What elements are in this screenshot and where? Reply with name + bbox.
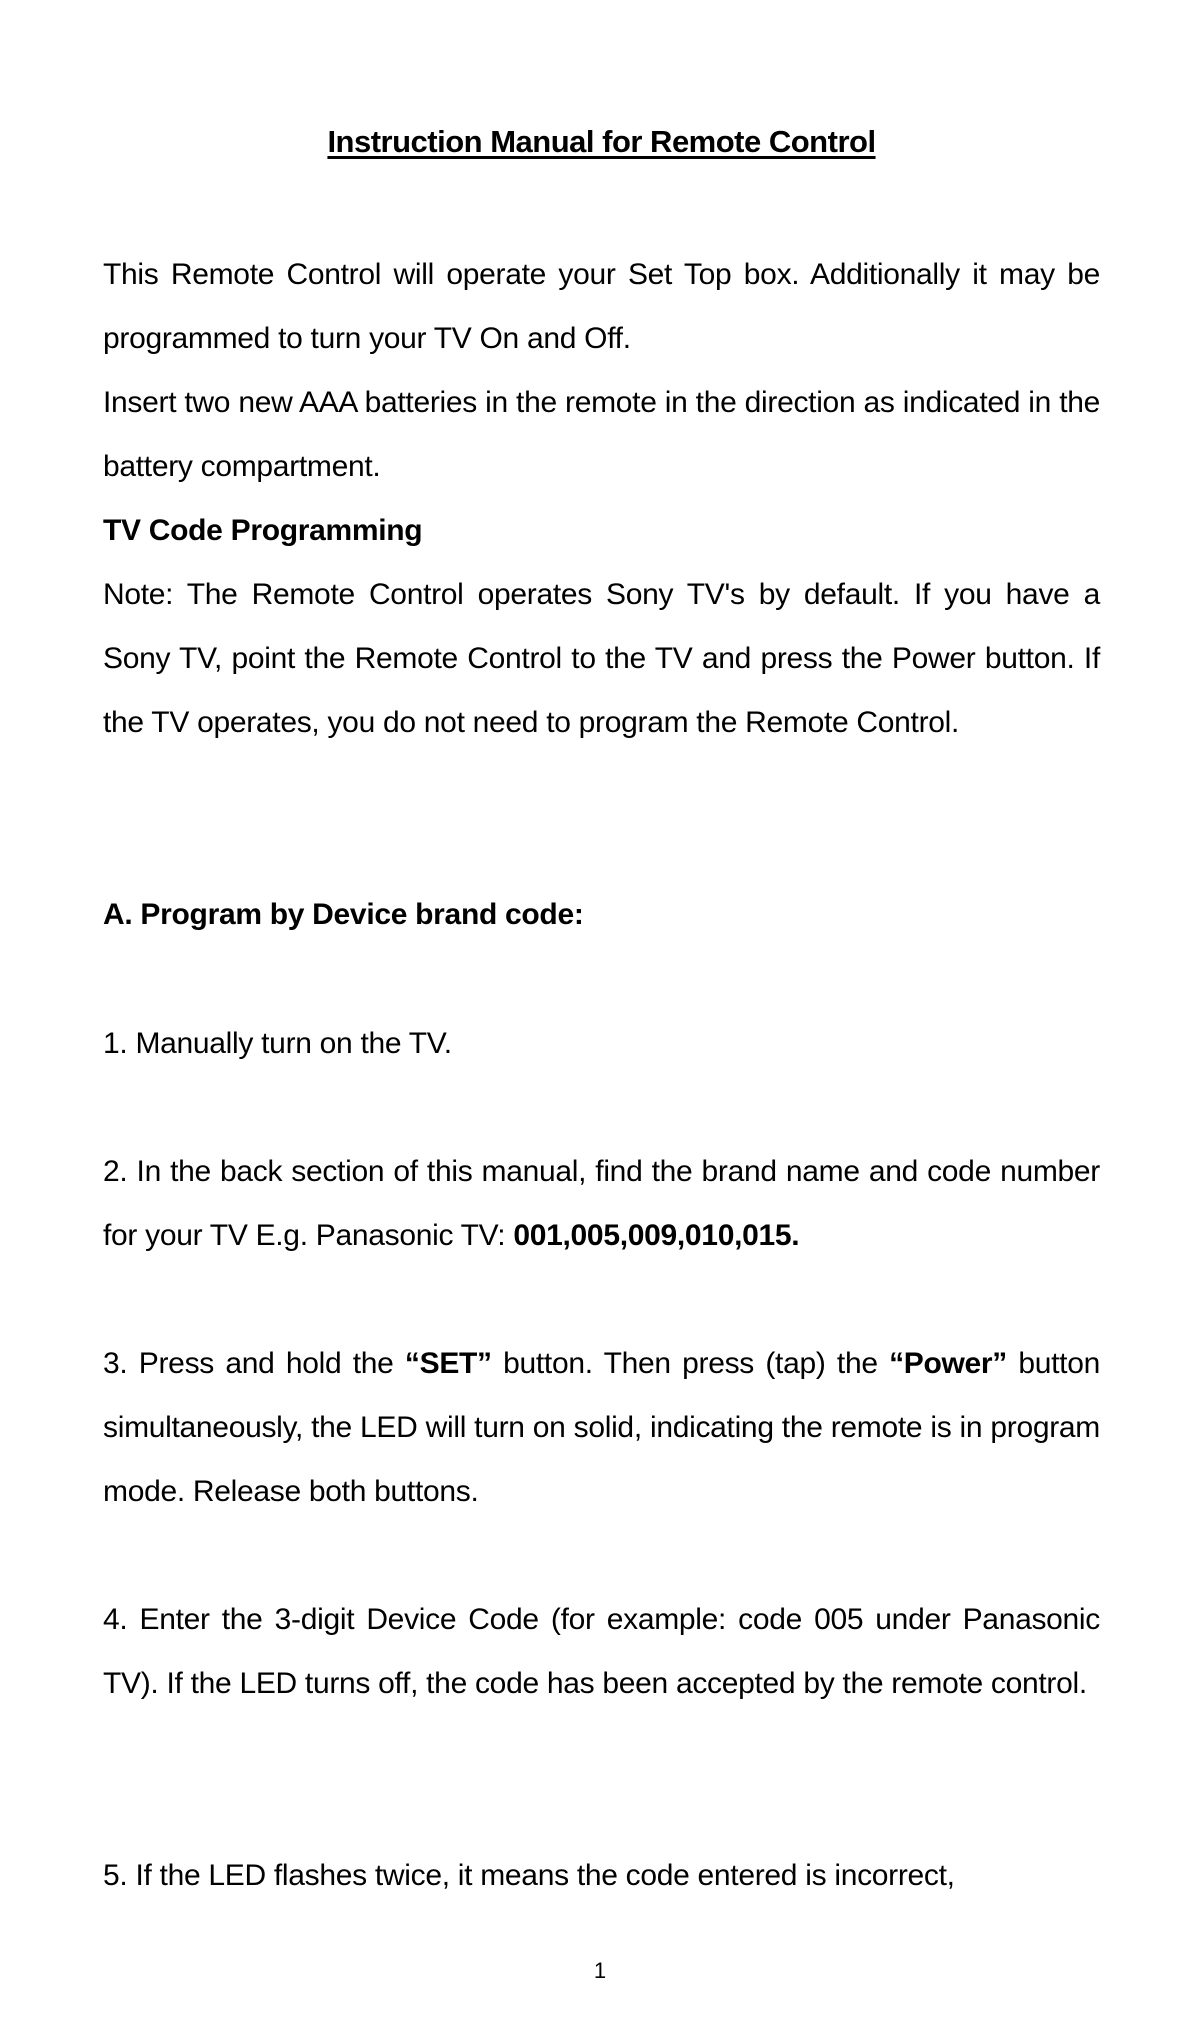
page-number: 1 xyxy=(593,1958,607,1983)
step-2 xyxy=(103,1140,1100,1268)
page-title: Instruction Manual for Remote Control xyxy=(327,124,876,159)
section-heading: TV Code Programming xyxy=(103,514,423,547)
step-3-text-c: button simultaneously, the LED will turn on solid, indicating the remote is in program mode. Release both buttons. xyxy=(103,1347,1100,1508)
step-2-codes: 001,005,009,010,015. xyxy=(513,1219,800,1252)
step-3-text-a: 3. Press and hold the xyxy=(103,1347,405,1380)
subsection-heading: A. Program by Device brand code: xyxy=(103,898,584,931)
step-1: 1. Manually turn on the TV. xyxy=(103,1027,452,1060)
intro-paragraph-1: This Remote Control will operate your Set Top box. Additionally it may be programmed to turn your TV On and Off. xyxy=(103,258,1100,355)
step-3-text-b: button. Then press (tap) the xyxy=(491,1347,890,1380)
step-3 xyxy=(103,1332,1100,1524)
note-paragraph: Note: The Remote Control operates Sony TV's by default. If you have a Sony TV, point the Remote Control to the TV and press the Power button. If the TV operates, you do not need to program the Remote Control. xyxy=(103,578,1100,739)
step-2-text: 2. In the back section of this manual, find the brand name and code number for your TV E.g. Panasonic TV: xyxy=(103,1155,1100,1252)
step-4: 4. Enter the 3-digit Device Code (for example: code 005 under Panasonic TV). If the LED turns off, the code has been accepted by the remote control. xyxy=(103,1603,1100,1700)
step-3-power-label: “Power” xyxy=(889,1347,1008,1380)
intro-paragraph-2: Insert two new AAA batteries in the remote in the direction as indicated in the battery compartment. xyxy=(103,386,1100,483)
step-5: 5. If the LED flashes twice, it means the code entered is incorrect, xyxy=(103,1859,955,1892)
step-3-set-label: “SET” xyxy=(404,1347,492,1380)
